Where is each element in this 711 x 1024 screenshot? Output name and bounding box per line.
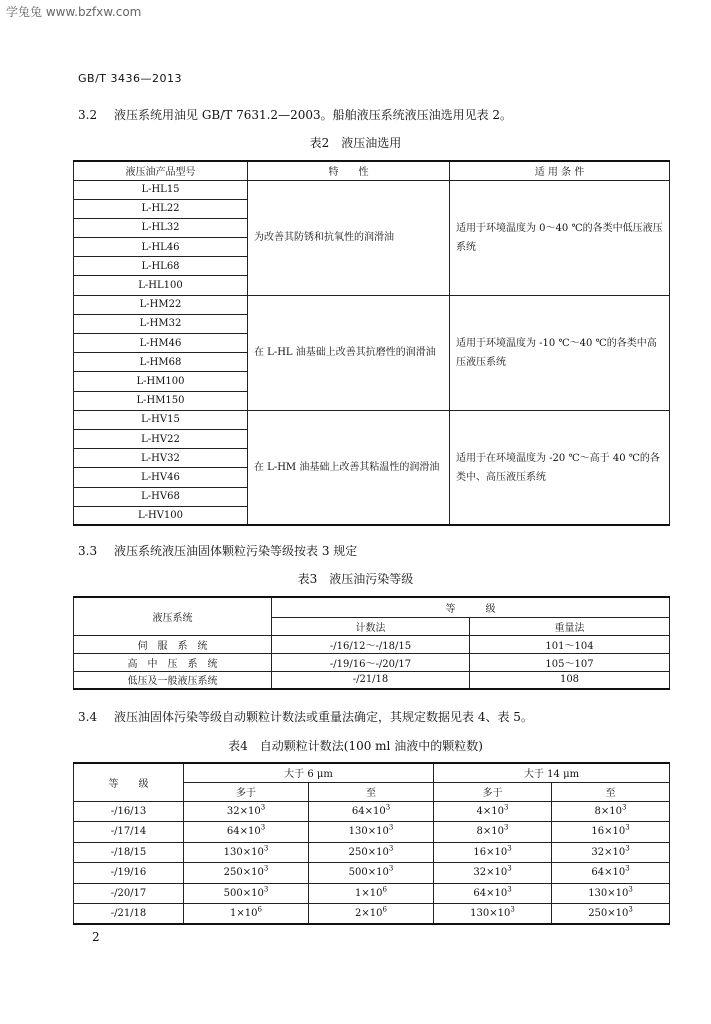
t3-header-weight: 重量法 [470,617,670,635]
t3-header-grade: 等 级 [272,597,670,617]
exponent: 3 [507,885,512,894]
exponent: 3 [628,885,633,894]
t4-value-cell [309,904,434,925]
t3-count-cell: -/16/12～-/18/15 [272,635,470,653]
t3-system-cell: 高 中 压 系 统 [74,653,272,671]
exponent: 3 [625,864,630,873]
t4-value-cell [309,842,434,863]
exponent: 3 [388,864,394,873]
exponent: 3 [388,844,394,853]
times-ten: ×10 [486,846,508,858]
t2-model-cell: L-HL15 [74,180,248,199]
t2-header-0: 液压油产品型号 [74,161,248,180]
t2-model-cell: L-HV32 [74,449,248,468]
times-ten: ×10 [367,826,389,838]
table-row [74,653,670,671]
mantissa: 130 [223,846,243,858]
exponent: 3 [622,803,627,812]
t2-model-cell: L-HL46 [74,238,248,257]
times-ten: ×10 [239,805,261,817]
t2-model-cell: L-HL100 [74,276,248,295]
mantissa: 16 [473,846,487,858]
times-ten: ×10 [604,867,626,879]
section-3-3 [78,542,357,559]
exponent: 6 [382,885,387,894]
times-ten: ×10 [486,887,508,899]
t3-count-cell: -/21/18 [272,671,470,689]
t4-value-cell [434,883,552,904]
section-text: 液压系统液压油固体颗粒污染等级按表 3 规定 [114,544,358,558]
table4-caption: 表4 自动颗粒计数法(100 ml 油液中的颗粒数) [228,739,483,753]
table-row [74,883,670,904]
t4-header-gt14: 大于 14 μm [434,763,670,782]
t2-condition-cell: 适用于在环境温度为 -20 ℃～高于 40 ℃的各类中、高压液压系统 [450,410,670,525]
exponent: 3 [625,823,630,832]
t4-value-cell [552,822,670,843]
mantissa: 64 [591,867,605,879]
t2-model-cell: L-HM46 [74,334,248,353]
exponent: 3 [507,864,512,873]
t2-model-cell: L-HL68 [74,257,248,276]
mantissa: 500 [348,867,368,879]
times-ten: ×10 [367,846,389,858]
mantissa: 4 [476,805,483,817]
t3-count-cell: -/19/16～-/20/17 [272,653,470,671]
t4-value-cell [184,842,309,863]
t4-value-cell [184,863,309,884]
exponent: 3 [263,864,269,873]
section-number: 3.2 [78,108,98,122]
section-3-4 [78,708,533,725]
mantissa: 1 [355,887,362,899]
mantissa: 16 [591,826,605,838]
mantissa: 250 [223,867,243,879]
exponent: 6 [382,905,387,914]
table-row [74,801,670,822]
exponent: 3 [263,844,269,853]
t4-value-cell [309,883,434,904]
t2-model-cell: L-HV100 [74,506,248,525]
t2-model-cell: L-HM22 [74,295,248,314]
t4-value-cell [434,863,552,884]
times-ten: ×10 [242,846,264,858]
t4-value-cell [309,801,434,822]
exponent: 3 [385,803,391,812]
t4-grade-cell: -/17/14 [74,822,184,843]
mantissa: 8 [594,805,601,817]
t4-header-more: 多于 [184,782,309,801]
times-ten: ×10 [236,908,258,919]
t2-header-2: 适 用 条 件 [450,161,670,180]
t2-model-cell: L-HM68 [74,353,248,372]
exponent: 3 [510,905,515,914]
t4-grade-cell: -/18/15 [74,842,184,863]
t4-grade-cell: -/20/17 [74,883,184,904]
t4-value-cell [434,822,552,843]
times-ten: ×10 [607,887,629,899]
times-ten: ×10 [604,846,626,858]
exponent: 3 [388,823,394,832]
t4-value-cell [434,801,552,822]
t2-model-cell: L-HV15 [74,410,248,429]
t3-system-cell: 低压及一般液压系统 [74,671,272,689]
table3-caption: 表3 液压油污染等级 [297,572,414,586]
t2-condition-cell: 适用于环境温度为 0～40 ℃的各类中低压液压系统 [450,180,670,295]
times-ten: ×10 [482,826,505,838]
t4-value-cell [434,904,552,925]
table2 [73,160,670,526]
t4-grade-cell: -/16/13 [74,801,184,822]
mantissa: 500 [223,887,243,899]
t2-header-1: 特 性 [248,161,450,180]
t4-grade-cell: -/19/16 [74,863,184,884]
times-ten: ×10 [604,826,626,838]
t3-system-cell: 伺 服 系 统 [74,635,272,653]
exponent: 3 [260,803,266,812]
t4-value-cell [434,842,552,863]
times-ten: ×10 [242,867,264,879]
table3 [73,596,670,690]
times-ten: ×10 [600,805,623,817]
table-row [74,635,670,653]
t2-model-cell: L-HV68 [74,487,248,506]
t3-header-system: 液压系统 [74,597,272,635]
t4-value-cell [552,904,670,925]
exponent: 3 [504,803,509,812]
times-ten: ×10 [486,867,508,879]
t4-grade-cell: -/21/18 [74,904,184,925]
t4-value-cell [184,904,309,925]
times-ten: ×10 [239,826,261,838]
t4-value-cell [309,822,434,843]
table-row [74,180,670,199]
table-row [74,904,670,925]
t2-model-cell: L-HM150 [74,391,248,410]
watermark-text: 学兔兔 www.bzfxw.com [6,5,142,19]
table2-caption: 表2 液压油选用 [309,136,402,150]
table-row [74,295,670,314]
times-ten: ×10 [367,867,389,879]
mantissa: 250 [588,908,608,919]
t4-value-cell [184,883,309,904]
exponent: 3 [504,823,509,832]
table-row [74,410,670,429]
mantissa: 64 [473,887,487,899]
exponent: 3 [507,844,512,853]
table-row [74,863,670,884]
t4-value-cell [552,863,670,884]
exponent: 3 [260,823,266,832]
t2-property-cell: 在 L-HM 油基础上改善其粘温性的润滑油 [248,410,450,525]
t3-weight-cell: 105～107 [470,653,670,671]
t2-property-cell: 为改善其防锈和抗氧性的润滑油 [248,180,450,295]
section-text: 液压油固体污染等级自动颗粒计数法或重量法确定，其规定数据见表 4、表 5。 [114,710,533,724]
t4-value-cell [552,842,670,863]
mantissa: 32 [591,846,605,858]
t4-header-to: 至 [309,782,434,801]
mantissa: 250 [348,846,368,858]
table-row [74,822,670,843]
t4-header-gt6: 大于 6 μm [184,763,434,782]
t4-value-cell [552,883,670,904]
exponent: 3 [625,844,630,853]
t3-header-count: 计数法 [272,617,470,635]
exponent: 6 [257,905,262,914]
t3-weight-cell: 108 [470,671,670,689]
t4-header-grade: 等 级 [74,763,184,801]
t3-weight-cell: 101～104 [470,635,670,653]
page-number: 2 [92,930,100,944]
exponent: 3 [628,905,633,914]
mantissa: 2 [355,908,362,919]
times-ten: ×10 [489,908,511,919]
t4-value-cell [552,801,670,822]
t2-model-cell: L-HV46 [74,468,248,487]
section-text: 液压系统用油见 GB/T 7631.2—2003。船舶液压系统液压油选用见表 2。 [114,108,513,122]
times-ten: ×10 [482,805,505,817]
mantissa: 32 [226,805,240,817]
t2-model-cell: L-HL22 [74,199,248,218]
document-number: GB/T 3436—2013 [78,72,182,85]
mantissa: 32 [473,867,487,879]
t4-value-cell [184,822,309,843]
t4-value-cell [184,801,309,822]
t2-condition-cell: 适用于环境温度为 -10 ℃～40 ℃的各类中高压液压系统 [450,295,670,410]
t2-model-cell: L-HM32 [74,314,248,333]
section-number: 3.4 [78,710,98,724]
mantissa: 64 [351,805,365,817]
exponent: 3 [263,885,269,894]
t2-model-cell: L-HL32 [74,218,248,237]
t2-model-cell: L-HV22 [74,429,248,448]
mantissa: 64 [226,826,240,838]
mantissa: 8 [476,826,483,838]
table4 [73,762,670,925]
times-ten: ×10 [607,908,629,919]
times-ten: ×10 [364,805,386,817]
t2-model-cell: L-HM100 [74,372,248,391]
t4-header-more: 多于 [434,782,552,801]
section-number: 3.3 [78,544,98,558]
times-ten: ×10 [361,887,383,899]
section-3-2 [78,106,512,123]
times-ten: ×10 [242,887,264,899]
mantissa: 130 [588,887,608,899]
mantissa: 1 [230,908,237,919]
table-row [74,671,670,689]
t2-property-cell: 在 L-HL 油基础上改善其抗磨性的润滑油 [248,295,450,410]
table-row [74,842,670,863]
times-ten: ×10 [361,908,383,919]
mantissa: 130 [348,826,368,838]
t4-header-to: 至 [552,782,670,801]
mantissa: 130 [470,908,490,919]
t4-value-cell [309,863,434,884]
